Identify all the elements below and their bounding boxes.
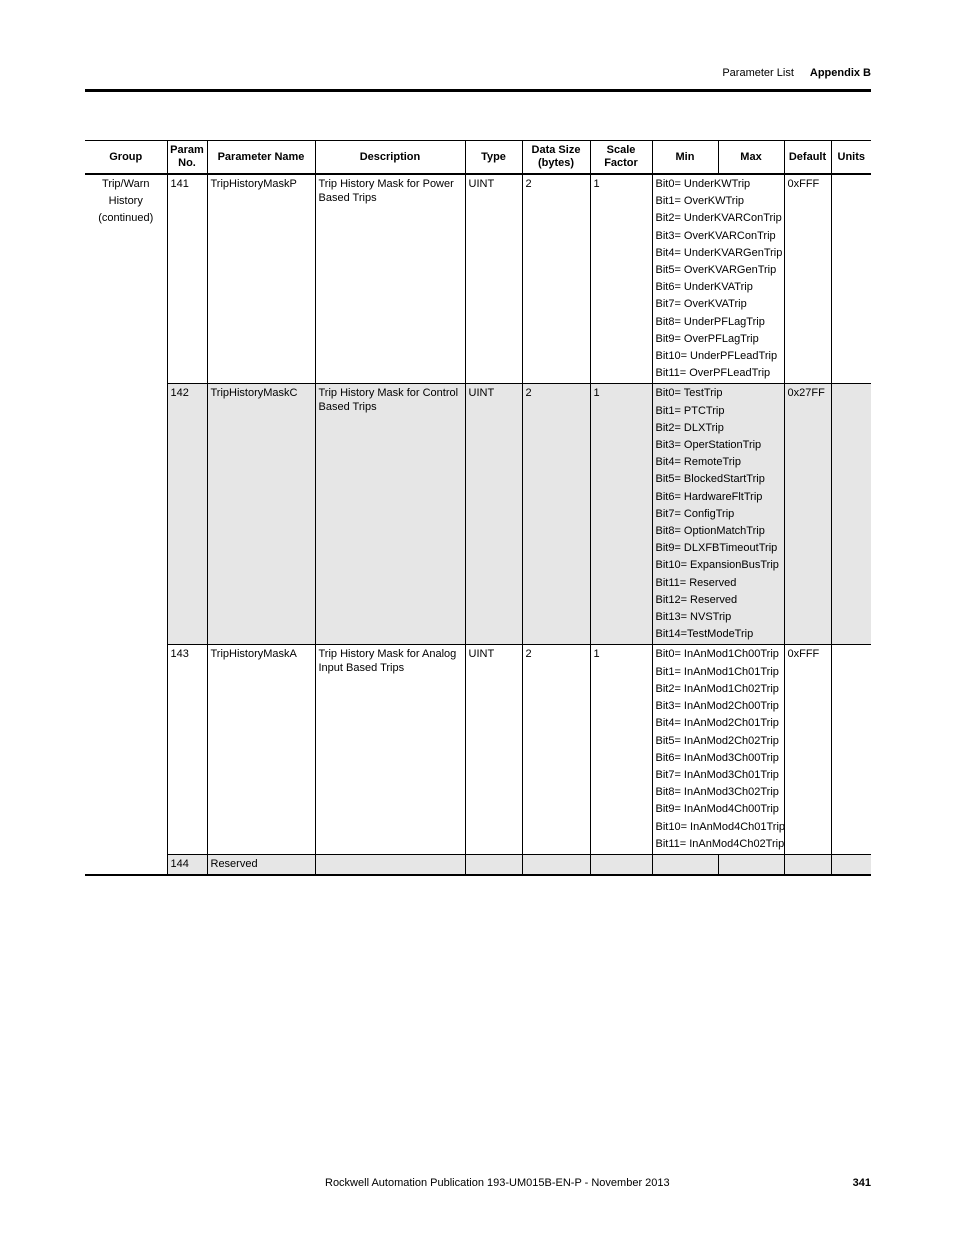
data-size-cell: 2 [522,384,590,645]
scale-factor-cell: 1 [590,384,652,645]
col-header-description: Description [315,141,465,175]
bit-item: Bit13= NVSTrip [655,611,732,624]
description-cell: Trip History Mask for Power Based Trips [315,174,465,384]
bit-item: Bit10= ExpansionBusTrip [655,559,779,572]
bit-item: Bit11= Reserved [655,576,737,589]
bit-item: Bit9= InAnMod4Ch00Trip [655,803,779,816]
col-header-group: Group [85,141,167,175]
scale-factor-cell [590,854,652,875]
col-header-min: Min [652,141,718,175]
data-size-cell: 2 [522,645,590,854]
data-size-cell [522,854,590,875]
parameter-name-cell: Reserved [207,854,315,875]
bit-item: Bit14=TestModeTrip [655,628,754,641]
bit-list [656,176,781,382]
header-rule [85,89,871,92]
type-cell: UINT [465,174,522,384]
bit-item: Bit8= UnderPFLagTrip [655,315,765,328]
min-cell [652,854,718,875]
group-cell: Trip/Warn History (continued) [85,174,167,875]
bit-list [655,646,786,852]
bit-item: Bit8= InAnMod3Ch02Trip [655,786,779,799]
description-cell [315,854,465,875]
page-number: 341 [852,1177,871,1189]
max-cell [718,854,784,875]
table-row [85,174,871,384]
bit-item: Bit10= UnderPFLeadTrip [655,350,778,363]
bit-item: Bit11= InAnMod4Ch02Trip [655,837,785,850]
units-cell [831,174,871,384]
description-cell: Trip History Mask for Control Based Trips [315,384,465,645]
parameter-name-cell: TripHistoryMaskP [207,174,315,384]
min-cell [652,174,784,384]
bit-item: Bit2= DLXTrip [655,421,724,434]
col-header-default: Default [784,141,831,175]
default-cell: 0xFFF [784,645,831,854]
table-row [85,645,871,854]
col-header-max: Max [718,141,784,175]
bit-item: Bit3= InAnMod2Ch00Trip [655,700,779,713]
units-cell [831,384,871,645]
bit-item: Bit4= UnderKVARGenTrip [655,246,783,259]
col-header-data-size: Data Size (bytes) [522,141,590,175]
bit-item: Bit7= ConfigTrip [655,507,735,520]
section-title: Parameter List [722,67,794,79]
bit-item: Bit6= HardwareFltTrip [655,490,763,503]
bit-item: Bit5= OverKVARGenTrip [655,264,777,277]
table-header-row [85,141,871,175]
bit-item: Bit3= OverKVARConTrip [655,229,776,242]
param-no-cell: 142 [167,384,207,645]
bit-item: Bit1= InAnMod1Ch01Trip [655,665,779,678]
units-cell [831,854,871,875]
bit-item: Bit5= InAnMod2Ch02Trip [655,734,779,747]
type-cell [465,854,522,875]
bit-item: Bit10= InAnMod4Ch01Trip [655,820,786,833]
col-header-type: Type [465,141,522,175]
parameter-name-cell: TripHistoryMaskA [207,645,315,854]
min-cell [652,645,784,854]
scale-factor-cell: 1 [590,174,652,384]
param-no-cell: 143 [167,645,207,854]
page-header [722,67,871,79]
default-cell: 0xFFF [784,174,831,384]
bit-item: Bit2= InAnMod1Ch02Trip [655,682,779,695]
param-no-cell: 144 [167,854,207,875]
publication-id: Rockwell Automation Publication 193-UM015B-EN-P - November 2013 [325,1177,670,1189]
bit-item: Bit2= UnderKVARConTrip [655,212,782,225]
param-no-cell: 141 [167,174,207,384]
table-row [85,384,871,645]
bit-item: Bit4= InAnMod2Ch01Trip [655,717,779,730]
bit-item: Bit12= Reserved [655,593,738,606]
parameter-name-cell: TripHistoryMaskC [207,384,315,645]
description-cell: Trip History Mask for Analog Input Based Trips [315,645,465,854]
type-cell: UINT [465,384,522,645]
bit-item: Bit5= BlockedStartTrip [655,473,765,486]
default-cell: 0x27FF [784,384,831,645]
bit-item: Bit7= InAnMod3Ch01Trip [655,768,779,781]
table-row [85,854,871,875]
bit-item: Bit1= PTCTrip [655,404,725,417]
min-cell [652,384,784,645]
col-header-units: Units [831,141,871,175]
bit-item: Bit6= InAnMod3Ch00Trip [655,751,779,764]
bit-item: Bit4= RemoteTrip [655,456,741,469]
scale-factor-cell: 1 [590,645,652,854]
bit-item: Bit0= TestTrip [655,387,723,400]
bit-item: Bit9= OverPFLagTrip [655,332,759,345]
col-header-scale-factor: Scale Factor [590,141,652,175]
bit-item: Bit6= UnderKVATrip [655,281,753,294]
bit-item: Bit11= OverPFLeadTrip [655,367,771,380]
bit-item: Bit1= OverKWTrip [655,195,745,208]
col-header-param-no: Param No. [167,141,207,175]
col-header-parameter-name: Parameter Name [207,141,315,175]
appendix-label: Appendix B [809,67,871,79]
type-cell: UINT [465,645,522,854]
parameter-table [85,140,871,876]
units-cell [831,645,871,854]
bit-item: Bit7= OverKVATrip [655,298,747,311]
bit-item: Bit0= InAnMod1Ch00Trip [655,648,779,661]
bit-list [656,385,781,643]
data-size-cell: 2 [522,174,590,384]
bit-item: Bit8= OptionMatchTrip [655,525,765,538]
bit-item: Bit9= DLXFBTimeoutTrip [655,542,778,555]
bit-item: Bit3= OperStationTrip [655,439,762,452]
default-cell [784,854,831,875]
bit-item: Bit0= UnderKWTrip [655,178,751,190]
